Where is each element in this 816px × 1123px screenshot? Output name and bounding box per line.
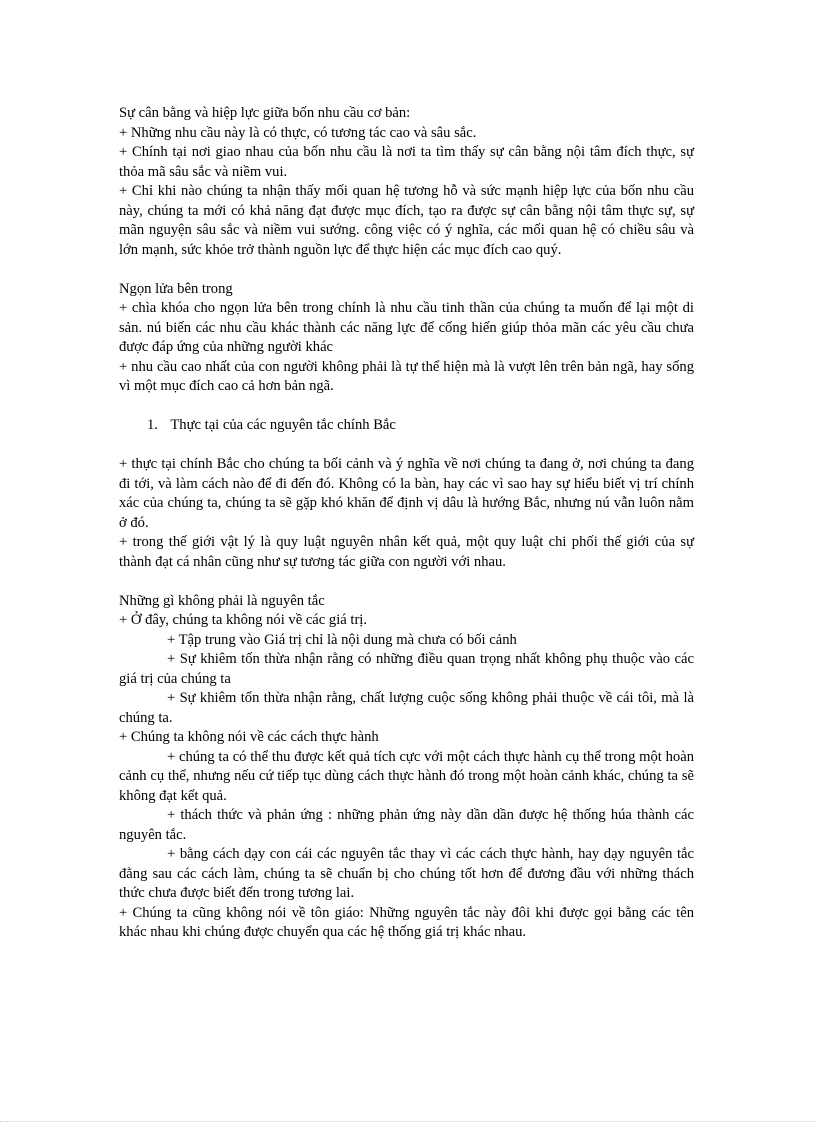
spacer xyxy=(119,436,694,456)
paragraph-indented: + thách thức và phản ứng : những phản ứng này dần dần được hệ thống húa thành các nguyên tắc. xyxy=(119,807,694,843)
paragraph-indented: + chúng ta có thể thu được kết quả tích cực với một cách thực hành cụ thể trong một hoàn cảnh cụ thể, nhưng nếu cứ tiếp tục dùng cách thực hành đó trong một hoàn cảnh khác, chúng ta sẽ không đạt kết quả. xyxy=(119,748,694,804)
paragraph: + Chúng ta cũng không nói về tôn giáo: Những nguyên tắc này đôi khi được gọi bằng các tên khác nhau khi chúng được chuyển qua các hệ thống giá trị khác nhau. xyxy=(119,904,694,940)
paragraph-indented: + Sự khiêm tốn thừa nhận rằng, chất lượng cuộc sống không phải thuộc về cái tôi, mà là chúng ta. xyxy=(119,690,694,726)
page-bottom-border xyxy=(0,1121,816,1122)
paragraph-indented: + bằng cách dạy con cái các nguyên tắc thay vì các cách thực hành, hay dạy nguyên tắc đằng sau các cách làm, chúng ta sẽ chuẩn bị cho chúng tốt hơn để đương đầu với những thách thức chưa được biết đến trong tương lai. xyxy=(119,846,694,901)
paragraph: + Chính tại nơi giao nhau của bốn nhu cầu là nơi ta tìm thấy sự cân bằng nội tâm đích thực, sự thỏa mã sâu sắc và niềm vui. xyxy=(119,144,694,180)
section-title-not-principles: Những gì không phải là nguyên tắc xyxy=(119,592,325,609)
paragraph: + thực tại chính Bắc cho chúng ta bối cảnh và ý nghĩa về nơi chúng ta đang ở, nơi chúng ta đang đi tới, và làm cách nào để đi đến đó. Không có la bàn, hay các vì sao hay sự hiểu biết vị trí chính xác của chúng ta, chúng ta sẽ gặp khó khăn để định vị dâu là hướng Bắc, nhưng nú vẫn luôn nằm ở đó. xyxy=(119,456,694,531)
spacer xyxy=(119,572,694,592)
paragraph-indented: + Tập trung vào Giá trị chỉ là nội dung mà chưa có bối cảnh xyxy=(167,631,517,648)
section-title-balance: Sự cân bằng và hiệp lực giữa bốn nhu cầu cơ bản: xyxy=(119,105,411,121)
paragraph: + Chúng ta không nói về các cách thực hành xyxy=(119,729,379,745)
paragraph: + Những nhu cầu này là có thực, có tương tác cao và sâu sắc. xyxy=(119,124,477,141)
section-title-inner-fire: Ngọn lửa bên trong xyxy=(119,280,233,297)
spacer xyxy=(119,260,694,280)
heading-number: 1. xyxy=(147,417,158,433)
paragraph-indented: + Sự khiêm tốn thừa nhận rằng có những điều quan trọng nhất không phụ thuộc vào các giá trị của chúng ta xyxy=(119,651,694,687)
spacer xyxy=(119,397,694,417)
paragraph: + trong thế giới vật lý là quy luật nguyên nhân kết quả, một quy luật chi phối thế giới của sự thành đạt cá nhân cũng như sự tương tác giữa con người với nhau. xyxy=(119,534,694,570)
paragraph: + chìa khóa cho ngọn lửa bên trong chính là nhu cầu tinh thần của chúng ta muốn để lại một di sản. nú biến các nhu cầu khác thành các năng lực để cống hiến giúp thỏa mãn các yêu cầu chưa được đáp ứng của những người khác xyxy=(119,300,694,355)
document-page xyxy=(119,104,694,943)
heading-text: Thực tại của các nguyên tắc chính Bắc xyxy=(170,417,396,433)
paragraph: + Ở đây, chúng ta không nói về các giá trị. xyxy=(119,612,368,628)
paragraph: + Chỉ khi nào chúng ta nhận thấy mối quan hệ tương hỗ và sức mạnh hiệp lực của bốn nhu cầu này, chúng ta mới có khả năng đạt được mục đích, tạo ra được sự cân bằng nội tâm thực sự, sự mãn nguyện sâu sắc và niềm vui sướng. công việc có ý nghĩa, các mối quan hệ có chiều sâu và lớn mạnh, sức khỏe trở thành nguồn lực để thực hiện các mục đích cao quý. xyxy=(119,183,694,258)
numbered-heading xyxy=(119,416,694,436)
paragraph: + nhu cầu cao nhất của con người không phải là tự thể hiện mà là vượt lên trên bản ngã, hay sống vì một mục đích cao cả hơn bản ngã. xyxy=(119,358,694,394)
